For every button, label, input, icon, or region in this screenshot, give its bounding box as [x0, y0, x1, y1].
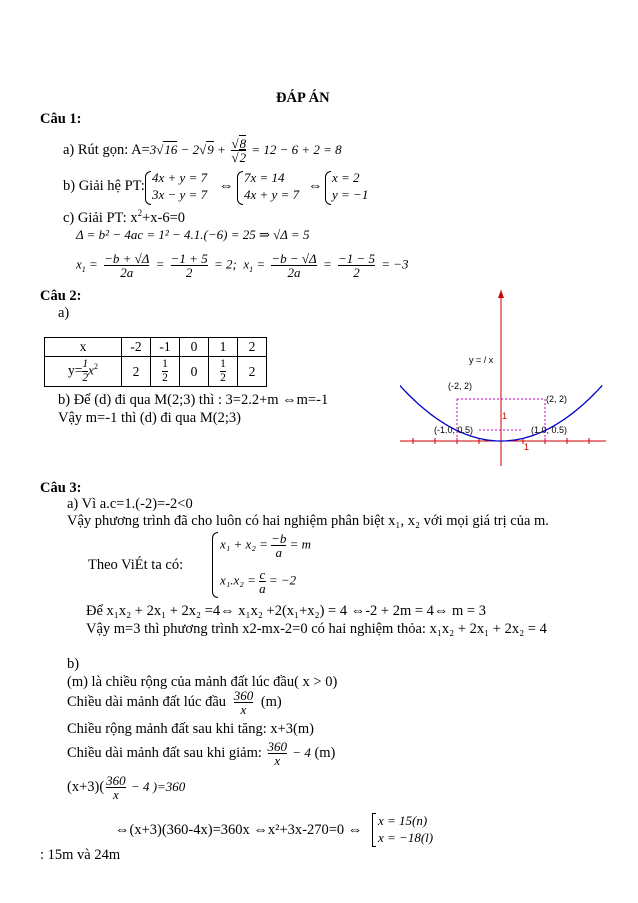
q1c-line: c) Giải PT: $x^2+x-6=0$	[63, 208, 186, 226]
q1c-delta: Δ = b² − 4ac = 1² − 4.1.(−6) = 25 ⇒ √Δ = 5	[76, 227, 310, 242]
q1b-brace-3	[325, 171, 331, 205]
table-cell: -1	[151, 338, 180, 357]
vieta-product: x₁.x₂ = $\frac{c}{a}$ = −2	[220, 567, 297, 596]
parabola-graph	[400, 290, 606, 466]
q2a-label: a)	[58, 305, 70, 321]
q1b-brace-1	[145, 171, 151, 205]
q1b-label: b) Giải hệ PT:	[63, 178, 145, 194]
q3a-line-1: a) Vì a.c=1.(-2)=-2<0	[67, 496, 193, 512]
table-header-y: y= $\frac{1}{2}$ $x^2$	[45, 357, 122, 387]
table-row-y	[45, 357, 267, 387]
vieta-brace	[212, 532, 218, 598]
q1a-radicand-1: 16	[164, 141, 178, 157]
q1a-mid: − 2	[177, 141, 200, 157]
table-cell: -2	[122, 338, 151, 357]
question-2-heading: Câu 2:	[40, 288, 82, 304]
q3b-line-3: Chiều rộng mảnh đất sau khi tăng: x+3(m)	[67, 721, 314, 737]
q3b-line-1: (m) là chiều rộng của mảnh đất lúc đầu( x > 0)	[67, 674, 338, 690]
q1a-label: a) Rút gọn: A=	[63, 141, 150, 158]
table-cell: $\frac{1}{2}$	[151, 357, 180, 387]
table-cell: 2	[122, 357, 151, 387]
value-table	[44, 337, 267, 387]
q1b-system-2: 7x = 14 4x + y = 7	[244, 170, 300, 202]
q3a-line-4: Vậy m=3 thì phương trình x2-mx-2=0 có hai nghiệm thỏa: x₁x₂ + 2x₁ + 2x₂ = 4	[86, 621, 547, 637]
q1a-fraction: $\frac{√8}{√2}$	[231, 136, 247, 165]
graph-title: y = / x	[469, 355, 494, 365]
q1b-iff-2: ⇔	[308, 178, 323, 194]
q3b-label: b)	[67, 656, 80, 672]
q3a-line-2: Vậy phương trình đã cho luôn có hai nghiệm phân biệt x₁, x₂ với mọi giá trị của m.	[67, 513, 549, 529]
table-cell: 1	[209, 338, 238, 357]
vieta-sum: x₁ + x₂ = $\frac{-b}{a}$ = m	[220, 531, 312, 560]
q3b-line-4: Chiều dài mảnh đất sau khi giảm: $\frac{360}{x}$ − 4 (m)	[67, 739, 336, 768]
point-label: (-2, 2)	[448, 381, 473, 391]
q1b-iff-1: ⇔	[219, 178, 234, 194]
y-axis-arrow-icon	[498, 290, 504, 298]
solution-system: x = 15(n) x = −18(l)	[378, 813, 434, 845]
table-cell: 2	[238, 338, 267, 357]
table-row-x	[45, 338, 267, 357]
q3a-line-3: Để x₁x₂ + 2x₁ + 2x₂ =4⇔ x₁x₂ +2(x₁+x₂) = 4 ⇔-2 + 2m = 4⇔ m = 3	[86, 603, 486, 619]
vieta-label: Theo ViÉt ta có:	[88, 557, 184, 573]
x-tick-label: 1	[524, 442, 530, 452]
q2b-line-2: Vậy m=-1 thì (d) đi qua M(2;3)	[58, 410, 241, 426]
page-title: ĐÁP ÁN	[276, 90, 330, 106]
solution-bracket	[372, 813, 376, 847]
table-cell: $\frac{1}{2}$	[209, 357, 238, 387]
point-label: (1.0, 0.5)	[531, 425, 568, 435]
q1a-radicand-2: 9	[207, 141, 214, 157]
table-header-x: x	[45, 338, 122, 357]
q1a-coef: 3	[149, 141, 157, 157]
q1a-result: = 12 − 6 + 2 = 8	[248, 141, 342, 157]
point-label: (2, 2)	[546, 394, 568, 404]
question-1-heading: Câu 1:	[40, 111, 82, 127]
q3b-line-6: ⇔(x+3)(360-4x)=360x ⇔x²+3x-270=0 ⇔	[115, 822, 363, 838]
q1a-line: a) Rút gọn: A=3√16 − 2√9 + $\frac{√8}{√2}$ = 12 − 6 + 2 = 8	[63, 136, 342, 165]
q1c-roots: $x_1$ = $\frac{-b + √\Delta}{2a}$ = $\frac{-1 + 5}{2}$ = 2; $x_1$ = $\frac{-b - √\Delta}{2a}$ = $\frac{-1 - 5}{2}$ = −3	[76, 251, 409, 280]
final-answer: : 15m và 24m	[40, 847, 121, 863]
q2b-line-1: b) Để (d) đi qua M(2;3) thì : 3=2.2+m ⇔m=-1	[58, 392, 329, 408]
table-cell: 0	[180, 338, 209, 357]
q3b-line-2: Chiều dài mảnh đất lúc đầu $\frac{360}{x}$ (m)	[67, 688, 282, 717]
question-3-heading: Câu 3:	[40, 480, 82, 496]
point-label: (-1.0, 0.5)	[434, 425, 474, 435]
table-cell: 0	[180, 357, 209, 387]
q1b-brace-2	[237, 171, 243, 205]
table-cell: 2	[238, 357, 267, 387]
q3b-line-5: (x+3)( $\frac{360}{x}$ − 4 )=360	[67, 773, 186, 802]
q1b-system-1: 4x + y = 7 3x − y = 7	[152, 170, 208, 202]
q1a-plus: +	[213, 141, 226, 157]
y-tick-label: 1	[502, 411, 508, 421]
q1b-system-3: x = 2 y = −1	[332, 170, 369, 202]
